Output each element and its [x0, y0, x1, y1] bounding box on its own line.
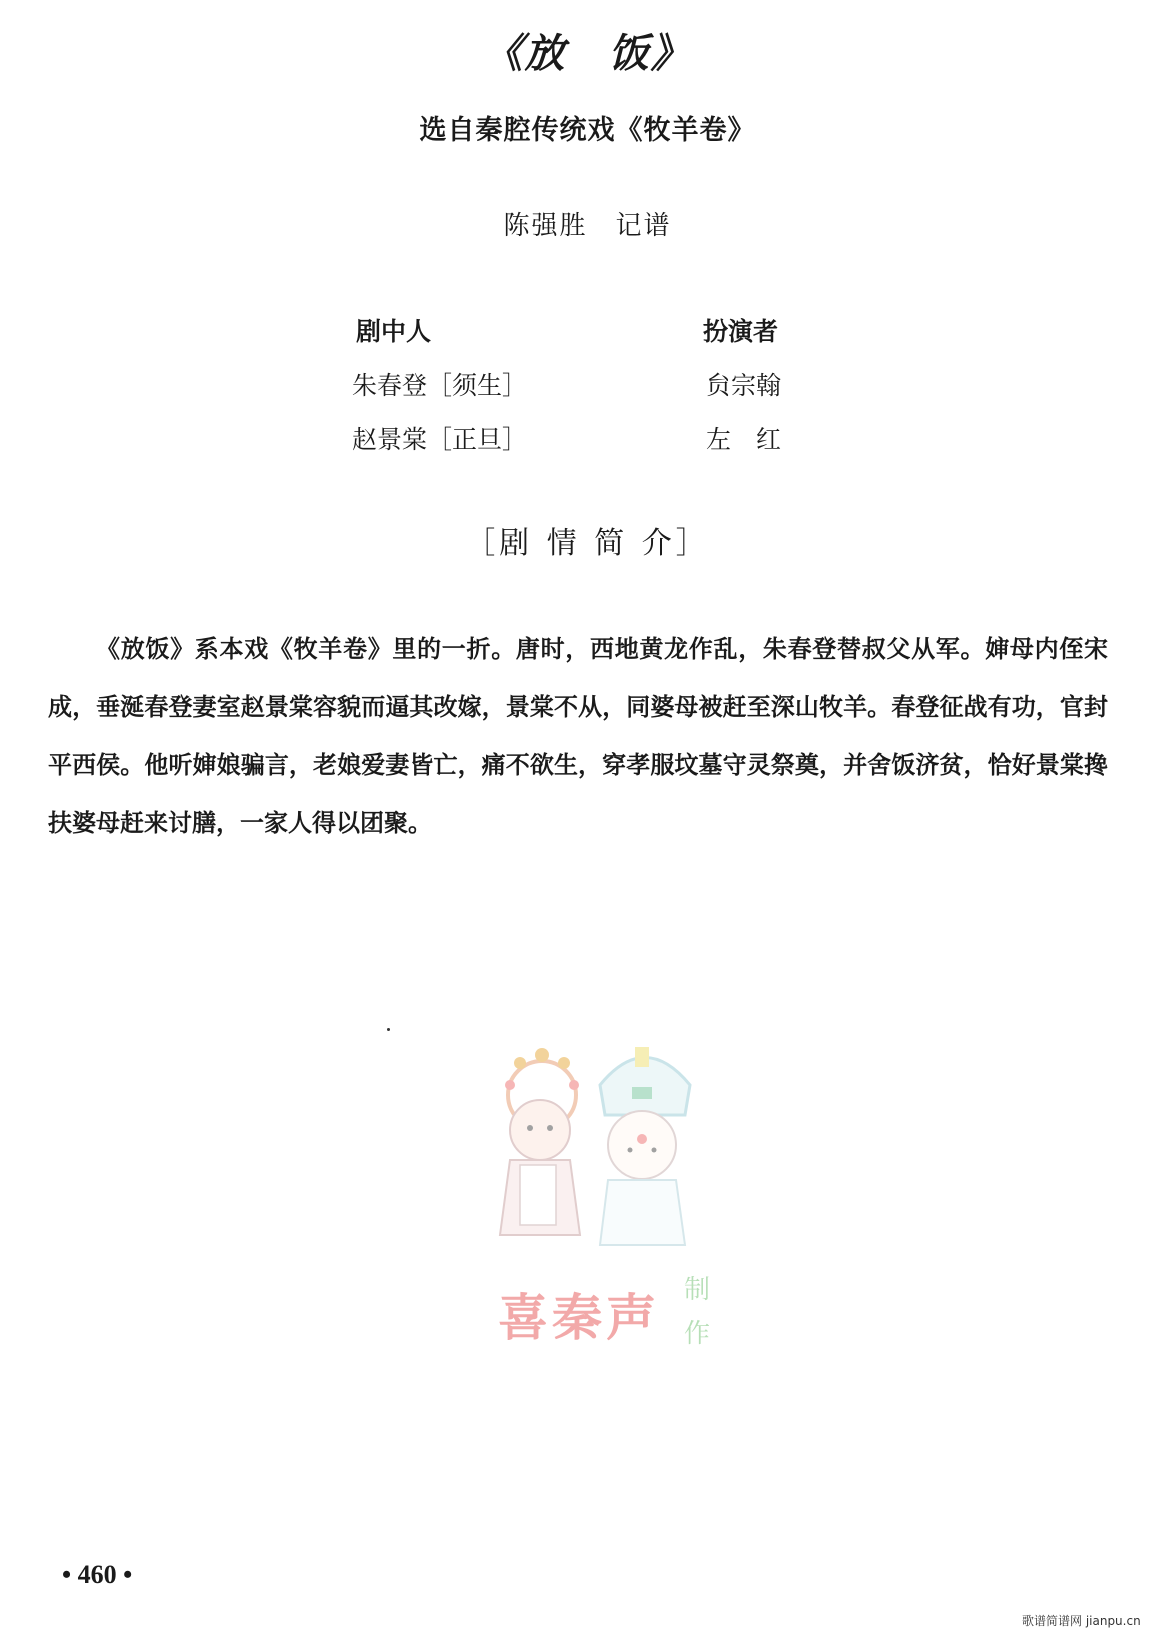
cast-header-actor: 扮演者 [703, 317, 779, 346]
footer-site-mark: 歌谱简谱网 jianpu.cn [1022, 1614, 1141, 1628]
subtitle: 选自秦腔传统戏《牧羊卷》 [419, 115, 756, 146]
stray-mark [387, 1028, 390, 1031]
cast-role-1: 朱春登［须生］ [352, 371, 528, 400]
female-character-icon [500, 1048, 580, 1235]
watermark-side-text: 制作 [683, 1275, 710, 1349]
page-title: 《放 饭》 [482, 30, 693, 77]
cast-header-role: 剧中人 [356, 317, 432, 346]
watermark-logo-text: 喜秦声 [498, 1288, 660, 1347]
male-character-icon [600, 1047, 690, 1245]
cast-actor-2: 左 红 [706, 425, 782, 454]
page-number: • 460 • [62, 1560, 133, 1589]
transcriber-credit: 陈强胜 记谱 [503, 211, 672, 241]
synopsis-heading: ［剧 情 简 介］ [465, 526, 710, 561]
synopsis-text: 《放饭》系本戏《牧羊卷》里的一折。唐时，西地黄龙作乱，朱春登替叔父从军。婶母内侄宋成，垂涎春登妻室赵景棠容貌而逼其改嫁，景棠不从，同婆母被赶至深山牧羊。春登征战有功，官封平西侯。他听婶娘骗言，老娘爱妻皆亡，痛不欲生，穿孝服坟墓守灵祭奠，并舍饭济贫，恰好景棠搀扶婆母赶来讨膳，一家人得以团聚。 [48, 634, 1108, 837]
cast-role-2: 赵景棠［正旦］ [352, 425, 528, 454]
cast-actor-1: 贠宗翰 [706, 371, 782, 400]
